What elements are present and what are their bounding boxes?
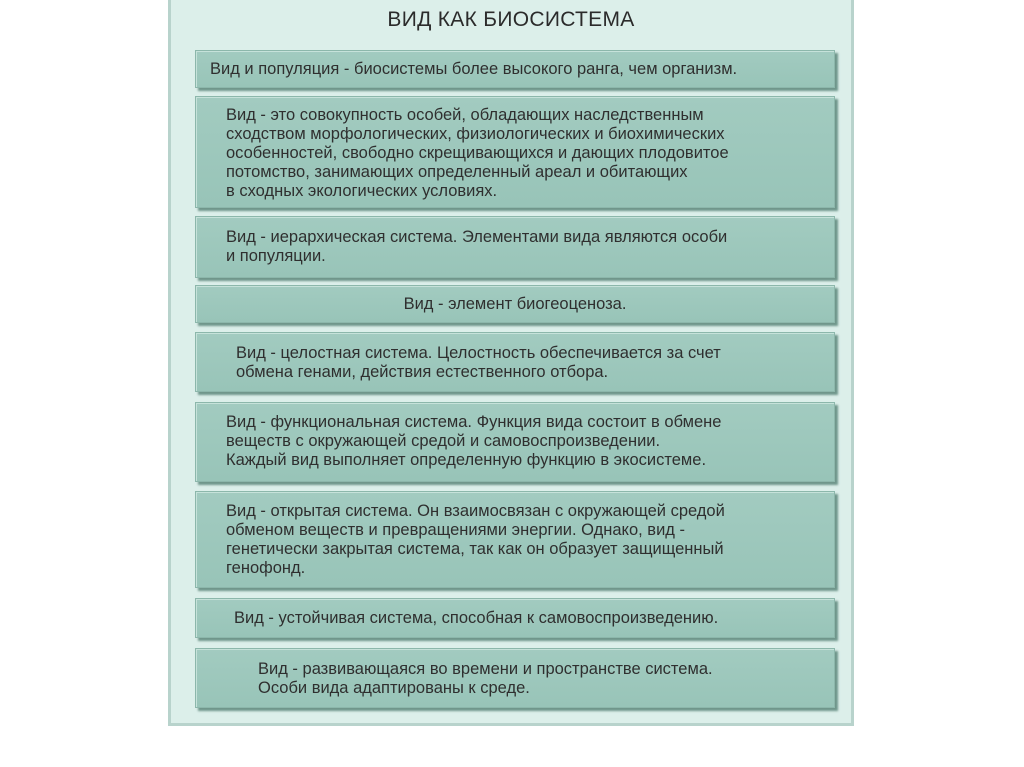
- text-block-1-text: Вид и популяция - биосистемы более высокого ранга, чем организм.: [210, 60, 738, 78]
- text-block-9-text: Вид - развивающаяся во времени и пространстве система. Особи вида адаптированы к среде.: [258, 660, 713, 697]
- text-block-7: [195, 491, 835, 588]
- text-block-6: [195, 402, 835, 482]
- text-block-8-text: Вид - устойчивая система, способная к самовоспроизведению.: [234, 609, 719, 627]
- text-block-6-text: Вид - функциональная система. Функция вида состоит в обмене веществ с окружающей средой и самовоспроизведении. Каждый вид выполняет определенную функцию в экосистеме.: [226, 413, 722, 469]
- text-block-7-text: Вид - открытая система. Он взаимосвязан с окружающей средой обменом веществ и превращениями энергии. Однако, вид - генетически закрытая система, так как он образует защищенный генофонд.: [226, 502, 725, 577]
- slide-title: ВИД КАК БИОСИСТЕМА: [387, 8, 635, 31]
- text-block-5-text: Вид - целостная система. Целостность обеспечивается за счет обмена генами, действия естественного отбора.: [236, 344, 721, 381]
- text-block-9: [195, 648, 835, 708]
- text-block-2: [195, 96, 835, 208]
- slide-panel: [168, 0, 854, 726]
- text-block-4: [195, 285, 835, 323]
- text-block-3: [195, 216, 835, 278]
- text-block-5: [195, 332, 835, 392]
- text-block-2-text: Вид - это совокупность особей, обладающих наследственным сходством морфологических, физиологических и биохимических особенностей, свободно скрещивающихся и дающих плодовитое потомство, занимающих определенный ареал и обитающих в сходных экологических условиях.: [226, 106, 729, 200]
- text-block-1: [195, 50, 835, 88]
- text-block-4-text: Вид - элемент биогеоценоза.: [403, 295, 627, 313]
- text-block-8: [195, 598, 835, 638]
- text-block-3-text: Вид - иерархическая система. Элементами вида являются особи и популяции.: [226, 228, 728, 265]
